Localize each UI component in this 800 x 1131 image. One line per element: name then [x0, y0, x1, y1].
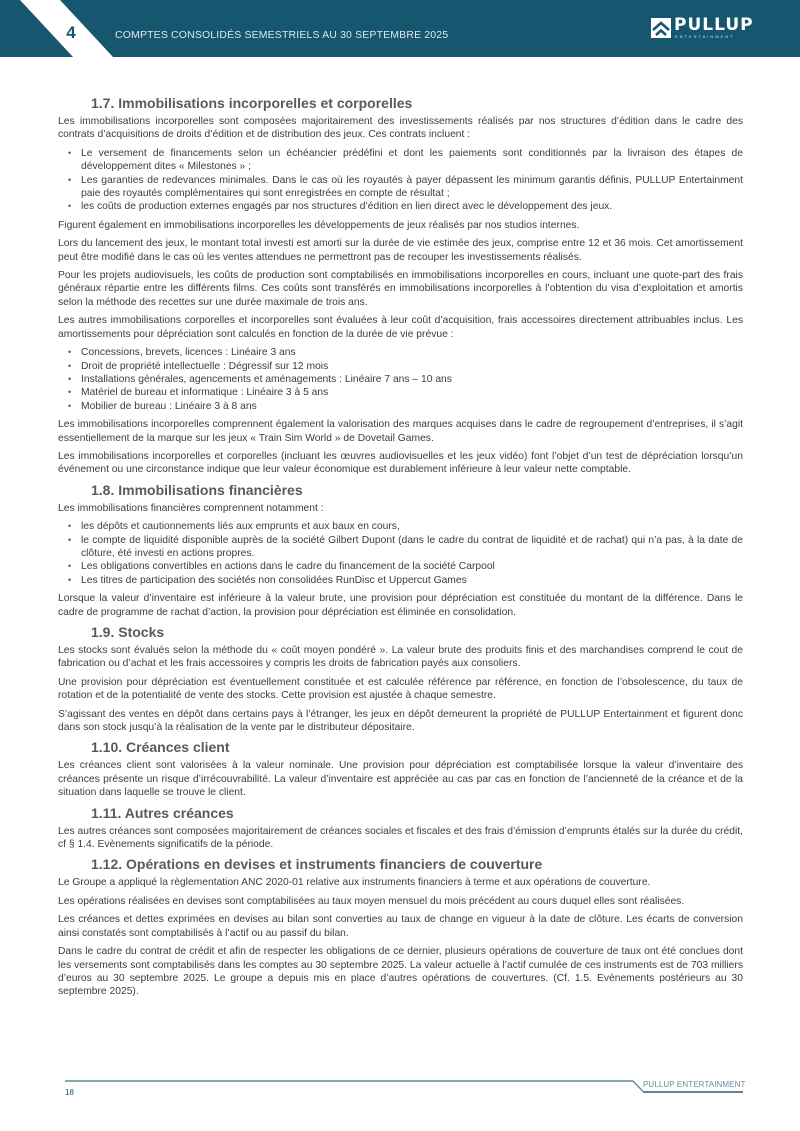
- section-heading: 1.12. Opérations en devises et instruments financiers de couverture: [91, 856, 543, 873]
- bullet-item: • les dépôts et cautionnements liés aux emprunts et aux baux en cours,: [81, 520, 743, 533]
- section: [58, 95, 743, 477]
- section: [58, 482, 743, 619]
- bullet-item: • Concessions, brevets, licences : Linéaire 3 ans: [81, 346, 743, 359]
- bullet-list: [58, 520, 743, 587]
- section: [58, 805, 743, 852]
- bullet-item: • Les obligations convertibles en actions dans le cadre du financement de la société Carpool: [81, 560, 743, 573]
- paragraph: Les opérations réalisées en devises sont comptabilisées au taux moyen mensuel du mois précédent au cours duquel elles sont réalisées.: [58, 895, 685, 907]
- bullet-list: [58, 147, 743, 214]
- paragraph: Les créances et dettes exprimées en devises au bilan sont converties au taux de change en vigueur à la date de clôture. Les écarts de conversion ainsi constatés sont comptabilisés à l’actif ou au passif du bilan.: [58, 914, 743, 939]
- paragraph: Les stocks sont évalués selon la méthode du « coût moyen pondéré ». La valeur brute des produits finis et des marchandises comprend le cout de fabrication ou d’achat et les frais accessoires y compris les droits de fabrication payés aux consoliers.: [58, 645, 743, 670]
- company-logo: [651, 15, 754, 40]
- bullet-item: • Matériel de bureau et informatique : Linéaire 3 à 5 ans: [81, 386, 743, 399]
- bullet-item: • Installations générales, agencements et aménagements : Linéaire 7 ans – 10 ans: [81, 373, 743, 386]
- paragraph: S’agissant des ventes en dépôt dans certains pays à l’étranger, les jeux en dépôt demeurent la propriété de PULLUP Entertainment et figurent donc dans son stock jusqu’à la réalisation de la vente par le distributeur dépositaire.: [58, 708, 743, 734]
- footer-rule-right: [643, 1091, 743, 1093]
- paragraph: Pour les projets audiovisuels, les coûts de production sont comptabilisés en immobilisations incorporelles en cours, incluant une quote-part des frais généraux répartie entre les différents films. Ces coûts sont transférés en immobilisations incorporelles à l’obtention du visa d’exploitation et amortis selon la méthode des recettes sur une durée maximale de trois ans.: [58, 270, 743, 308]
- section: [58, 624, 743, 734]
- page-number: 18: [65, 1088, 74, 1097]
- section-heading: 1.7. Immobilisations incorporelles et corporelles: [91, 95, 413, 111]
- section-heading: 1.8. Immobilisations financières: [91, 481, 303, 498]
- logo-subtext: ENTERTAINMENT: [675, 34, 735, 39]
- pullup-logo-mark-icon: [651, 18, 671, 38]
- section: [58, 856, 743, 998]
- section: [58, 739, 743, 799]
- bullet-item: • Le versement de financements selon un échéancier prédéfini et dont les paiements sont conditionnés par la livraison des étapes de développement dites « Milestones » ;: [81, 147, 743, 174]
- paragraph: Les immobilisations incorporelles et corporelles (incluant les œuvres audiovisuelles et les jeux vidéo) font l’objet d’un test de dépréciation lorsqu’un événement ou une circonstance indique que leur valeur économique est durablement inférieure à leur valeur nette comptable.: [58, 450, 743, 476]
- bullet-item: • Les garanties de redevances minimales. Dans le cas où les royautés à payer dépassent les minimum garantis définis, PULLUP Entertainment paie des royautés complémentaires qui sont enregistrées en compte de résultat ;: [81, 174, 743, 201]
- bullet-item: • le compte de liquidité disponible auprès de la société Gilbert Dupont (dans le cadre du contrat de liquidité et de rachat) qui n’a pas, à la date de clôture, été investi en actions propres.: [81, 534, 743, 561]
- paragraph: Les autres créances sont composées majoritairement de créances sociales et fiscales et des frais d’émission d’emprunts étalés sur la durée du crédit, cf § 1.4. Evènements significatifs de la période.: [58, 825, 743, 851]
- paragraph: Les créances client sont valorisées à la valeur nominale. Une provision pour dépréciation est comptabilisée lorsque la valeur d’inventaire des créances présente un risque d’irrécouvrabilité. La valeur d’inventaire est appréciée au cas par cas en fonction de l’ancienneté de la créance et de la situation dans laquelle se trouve le client.: [58, 760, 743, 799]
- document-title: COMPTES CONSOLIDÉS SEMESTRIELS AU 30 SEPTEMBRE 2025: [115, 29, 449, 41]
- bullet-list: [58, 346, 743, 413]
- page-header: [0, 0, 800, 57]
- paragraph: Les immobilisations incorporelles sont composées majoritairement des investissements réalisés par nos structures d’édition dans le cadre des contrats d’acquisitions de droits d’édition et de distribution des jeux. Ces contrats incluent :: [58, 116, 743, 141]
- paragraph: Dans le cadre du contrat de crédit et afin de respecter les obligations de ce dernier, plusieurs opérations de couverture de taux ont été conclues dont les versements sont comptabilisés dans les comptes au 30 septembre 2025. La valeur actuelle à l’actif cumulée de ces instruments est de 703 milliers d’euros au 30 septembre 2025. Le groupe a depuis mis en place d’autres opérations de couvertures. (Cf. 1.5. Evènements postérieurs au 30 septembre 2025).: [58, 946, 743, 998]
- section-heading: 1.11. Autres créances: [91, 804, 234, 821]
- paragraph: Les autres immobilisations corporelles et incorporelles sont évaluées à leur coût d’acquisition, frais accessoires directement attribuables inclus. Les amortissements pour dépréciation sont calculés en fonction de la durée de vie prévue :: [58, 315, 743, 340]
- bullet-item: • Mobilier de bureau : Linéaire 3 à 8 ans: [81, 400, 743, 413]
- section-heading: 1.9. Stocks: [91, 624, 165, 640]
- chapter-number: 4: [66, 23, 76, 42]
- section-heading: 1.10. Créances client: [91, 739, 230, 756]
- bullet-item: • les coûts de production externes engagés par nos structures d’édition en lien direct avec le développement des jeux.: [81, 200, 743, 213]
- paragraph: Lors du lancement des jeux, le montant total investi est amorti sur la durée de vie estimée des jeux, comprise entre 12 et 36 mois. Cet amortissement peut être modifié dans le cas où les ventes attendues ne permettront pas de recouper les investissements réalisés.: [58, 238, 743, 263]
- logo-wordmark: PULLUP: [674, 15, 754, 35]
- bullet-item: • Droit de propriété intellectuelle : Dégressif sur 12 mois: [81, 360, 743, 373]
- footer-rule: [65, 1080, 633, 1082]
- document-body: [58, 95, 743, 1004]
- paragraph: Les immobilisations financières comprennent notamment :: [58, 502, 324, 514]
- bullet-item: • Les titres de participation des sociétés non consolidées RunDisc et Uppercut Games: [81, 574, 743, 587]
- paragraph: Le Groupe a appliqué la règlementation ANC 2020-01 relative aux instruments financiers à terme et aux opérations de couverture.: [58, 877, 651, 889]
- paragraph: Une provision pour dépréciation est éventuellement constituée et est calculée référence par référence, en fonction de l’obsolescence, du taux de rotation et de la potentialité de vente des stocks. Cette provision est ajustée à chaque semestre.: [58, 676, 743, 702]
- paragraph: Lorsque la valeur d’inventaire est inférieure à la valeur brute, une provision pour dépréciation est constituée du montant de la différence. Dans le cadre de programme de rachat d’action, la provision pour dépréciation est éliminée en consolidation.: [58, 593, 743, 618]
- paragraph: Les immobilisations incorporelles comprennent également la valorisation des marques acquises dans le cadre de regroupement d’entreprises, il s’agit essentiellement de la marque sur les jeux « Train Sim World » de Dovetail Games.: [58, 419, 743, 444]
- paragraph: Figurent également en immobilisations incorporelles les développements de jeux réalisés par nos studios internes.: [58, 219, 580, 231]
- footer-brand: PULLUP ENTERTAINMENT: [643, 1080, 746, 1089]
